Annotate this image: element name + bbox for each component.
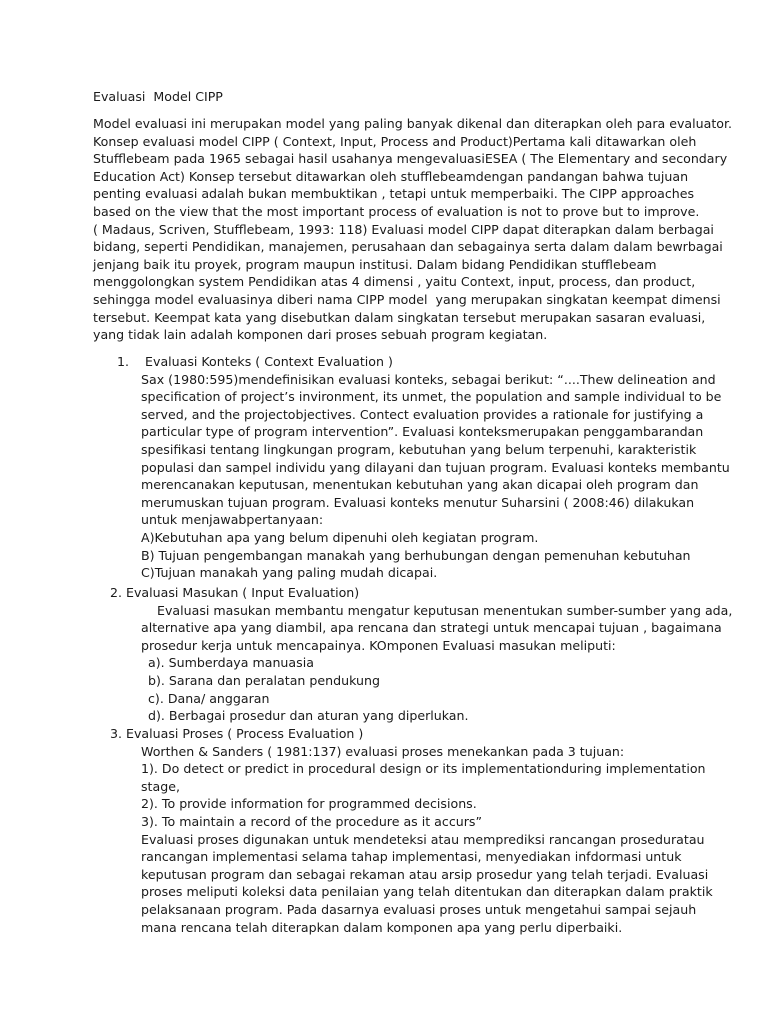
section-heading: 3. Evaluasi Proses ( Process Evaluation ) [110,726,364,741]
text-line: yang tidak lain adalah komponen dari proses sebuah program kegiatan. [93,327,548,343]
text-line: Evaluasi proses digunakan untuk mendeteksi atau memprediksi rancangan proseduratau [141,831,705,847]
list-item: C)Tujuan manakah yang paling mudah dicapai. [141,565,438,581]
list-item: c). Dana/ anggaran [148,690,270,706]
text-line: served, and the projectobjectives. Contect evaluation provides a rationale for justifying a [141,406,704,422]
section-context-evaluation [117,353,730,582]
document-title: Evaluasi Model CIPP [93,89,223,104]
list-item: a). Sumberdaya manuasia [148,655,314,671]
text-line: proses meliputi koleksi data penilaian yang telah ditentukan dan diterapkan dalam praktik [141,884,713,900]
text-line: Worthen & Sanders ( 1981:137) evaluasi proses menekankan pada 3 tujuan: [141,743,625,759]
text-line: pelaksanaan program. Pada dasarnya evaluasi proses untuk mengetahui sampai sejauh [141,901,697,917]
text-line: specification of project’s invironment, its unmet, the population and sample individual to be [141,389,722,405]
text-line: spesifikasi tentang lingkungan program, kebutuhan yang belum terpenuhi, karakteristik [141,441,697,457]
text-line: populasi dan sampel individu yang dilayani dan tujuan program. Evaluasi konteks membantu [141,459,730,475]
text-line: bidang, seperti Pendidikan, manajemen, perusahaan dan sebagainya serta dalam dalam bewrbagai [93,239,723,255]
text-line: merumuskan tujuan program. Evaluasi konteks menutur Suharsini ( 2008:46) dilakukan [141,494,695,510]
text-line: jenjang baik itu proyek, program maupun institusi. Dalam bidang Pendidikan stufflebeam [93,256,657,272]
list-item: 3). To maintain a record of the procedure as it accurs” [141,813,482,829]
text-line: mana rencana telah diterapkan dalam komponen apa yang perlu diperbaiki. [141,919,623,935]
text-line: Evaluasi masukan membantu mengatur keputusan menentukan sumber-sumber yang ada, [141,602,733,618]
text-line: rancangan implementasi selama tahap implementasi, menyediakan infdormasi untuk [141,849,682,865]
list-item: 1). Do detect or predict in procedural design or its implementationduring implementation [141,761,706,777]
list-item: A)Kebutuhan apa yang belum dipenuhi oleh kegiatan program. [141,529,539,545]
list-item: d). Berbagai prosedur dan aturan yang diperlukan. [148,708,469,724]
list-item: B) Tujuan pengembangan manakah yang berhubungan dengan pemenuhan kebutuhan [141,547,691,563]
text-line: sehingga model evaluasinya diberi nama CIPP model yang merupakan singkatan keempat dimensi [93,291,721,307]
text-line: Sax (1980:595)mendefinisikan evaluasi konteks, sebagai berikut: “....Thew delineation and [141,371,716,387]
section-heading: 1. Evaluasi Konteks ( Context Evaluation ) [117,354,393,369]
section-heading: 2. Evaluasi Masukan ( Input Evaluation) [110,585,360,600]
section-process-evaluation [110,725,713,936]
text-line: alternative apa yang diambil, apa rencana dan strategi untuk mencapai tujuan , bagaimana [141,620,722,636]
text-line: menggolongkan system Pendidikan atas 4 dimensi , yaitu Context, input, process, dan product, [93,274,696,290]
text-line: ( Madaus, Scriven, Stufflebeam, 1993: 118) Evaluasi model CIPP dapat diterapkan dalam berbagai [93,221,714,237]
text-line: Stufflebeam pada 1965 sebagai hasil usahanya mengevaluasiESEA ( The Elementary and secondary [93,151,728,167]
section-body [110,602,733,655]
text-line: Education Act) Konsep tersebut ditawarkan oleh stufflebeamdengan pandangan bahwa tujuan [93,168,689,184]
section-body [110,743,713,937]
text-line: keputusan program dan sebagai rekaman atau arsip prosedur yang telah terjadi. Evaluasi [141,866,709,882]
text-line: particular type of program intervention”. Evaluasi konteksmerupakan penggambarandan [141,424,704,440]
section-body [117,371,730,582]
text-line: tersebut. Keempat kata yang disebutkan dalam singkatan tersebut merupakan sasaran evaluasi, [93,309,706,325]
text-line: Konsep evaluasi model CIPP ( Context, Input, Process and Product)Pertama kali ditawarkan oleh [93,133,697,149]
text-line: stage, [141,778,180,794]
text-line: penting evaluasi adalah bukan membuktikan , tetapi untuk memperbaiki. The CIPP approaches [93,186,695,202]
text-line: based on the view that the most important process of evaluation is not to prove but to improve. [93,203,700,219]
section-input-evaluation [110,584,733,725]
text-line: prosedur kerja untuk mencapainya. KOmponen Evaluasi masukan meliputi: [141,637,616,653]
text-line: merencanakan keputusan, menentukan kebutuhan yang akan dicapai oleh program dan [141,477,699,493]
intro-paragraph [93,115,733,344]
text-line: Model evaluasi ini merupakan model yang paling banyak dikenal dan diterapkan oleh para evaluator. [93,116,733,131]
list-item: 2). To provide information for programmed decisions. [141,796,477,812]
list-item: b). Sarana dan peralatan pendukung [148,672,380,688]
text-line: untuk menjawabpertanyaan: [141,512,324,528]
component-list [110,654,710,724]
